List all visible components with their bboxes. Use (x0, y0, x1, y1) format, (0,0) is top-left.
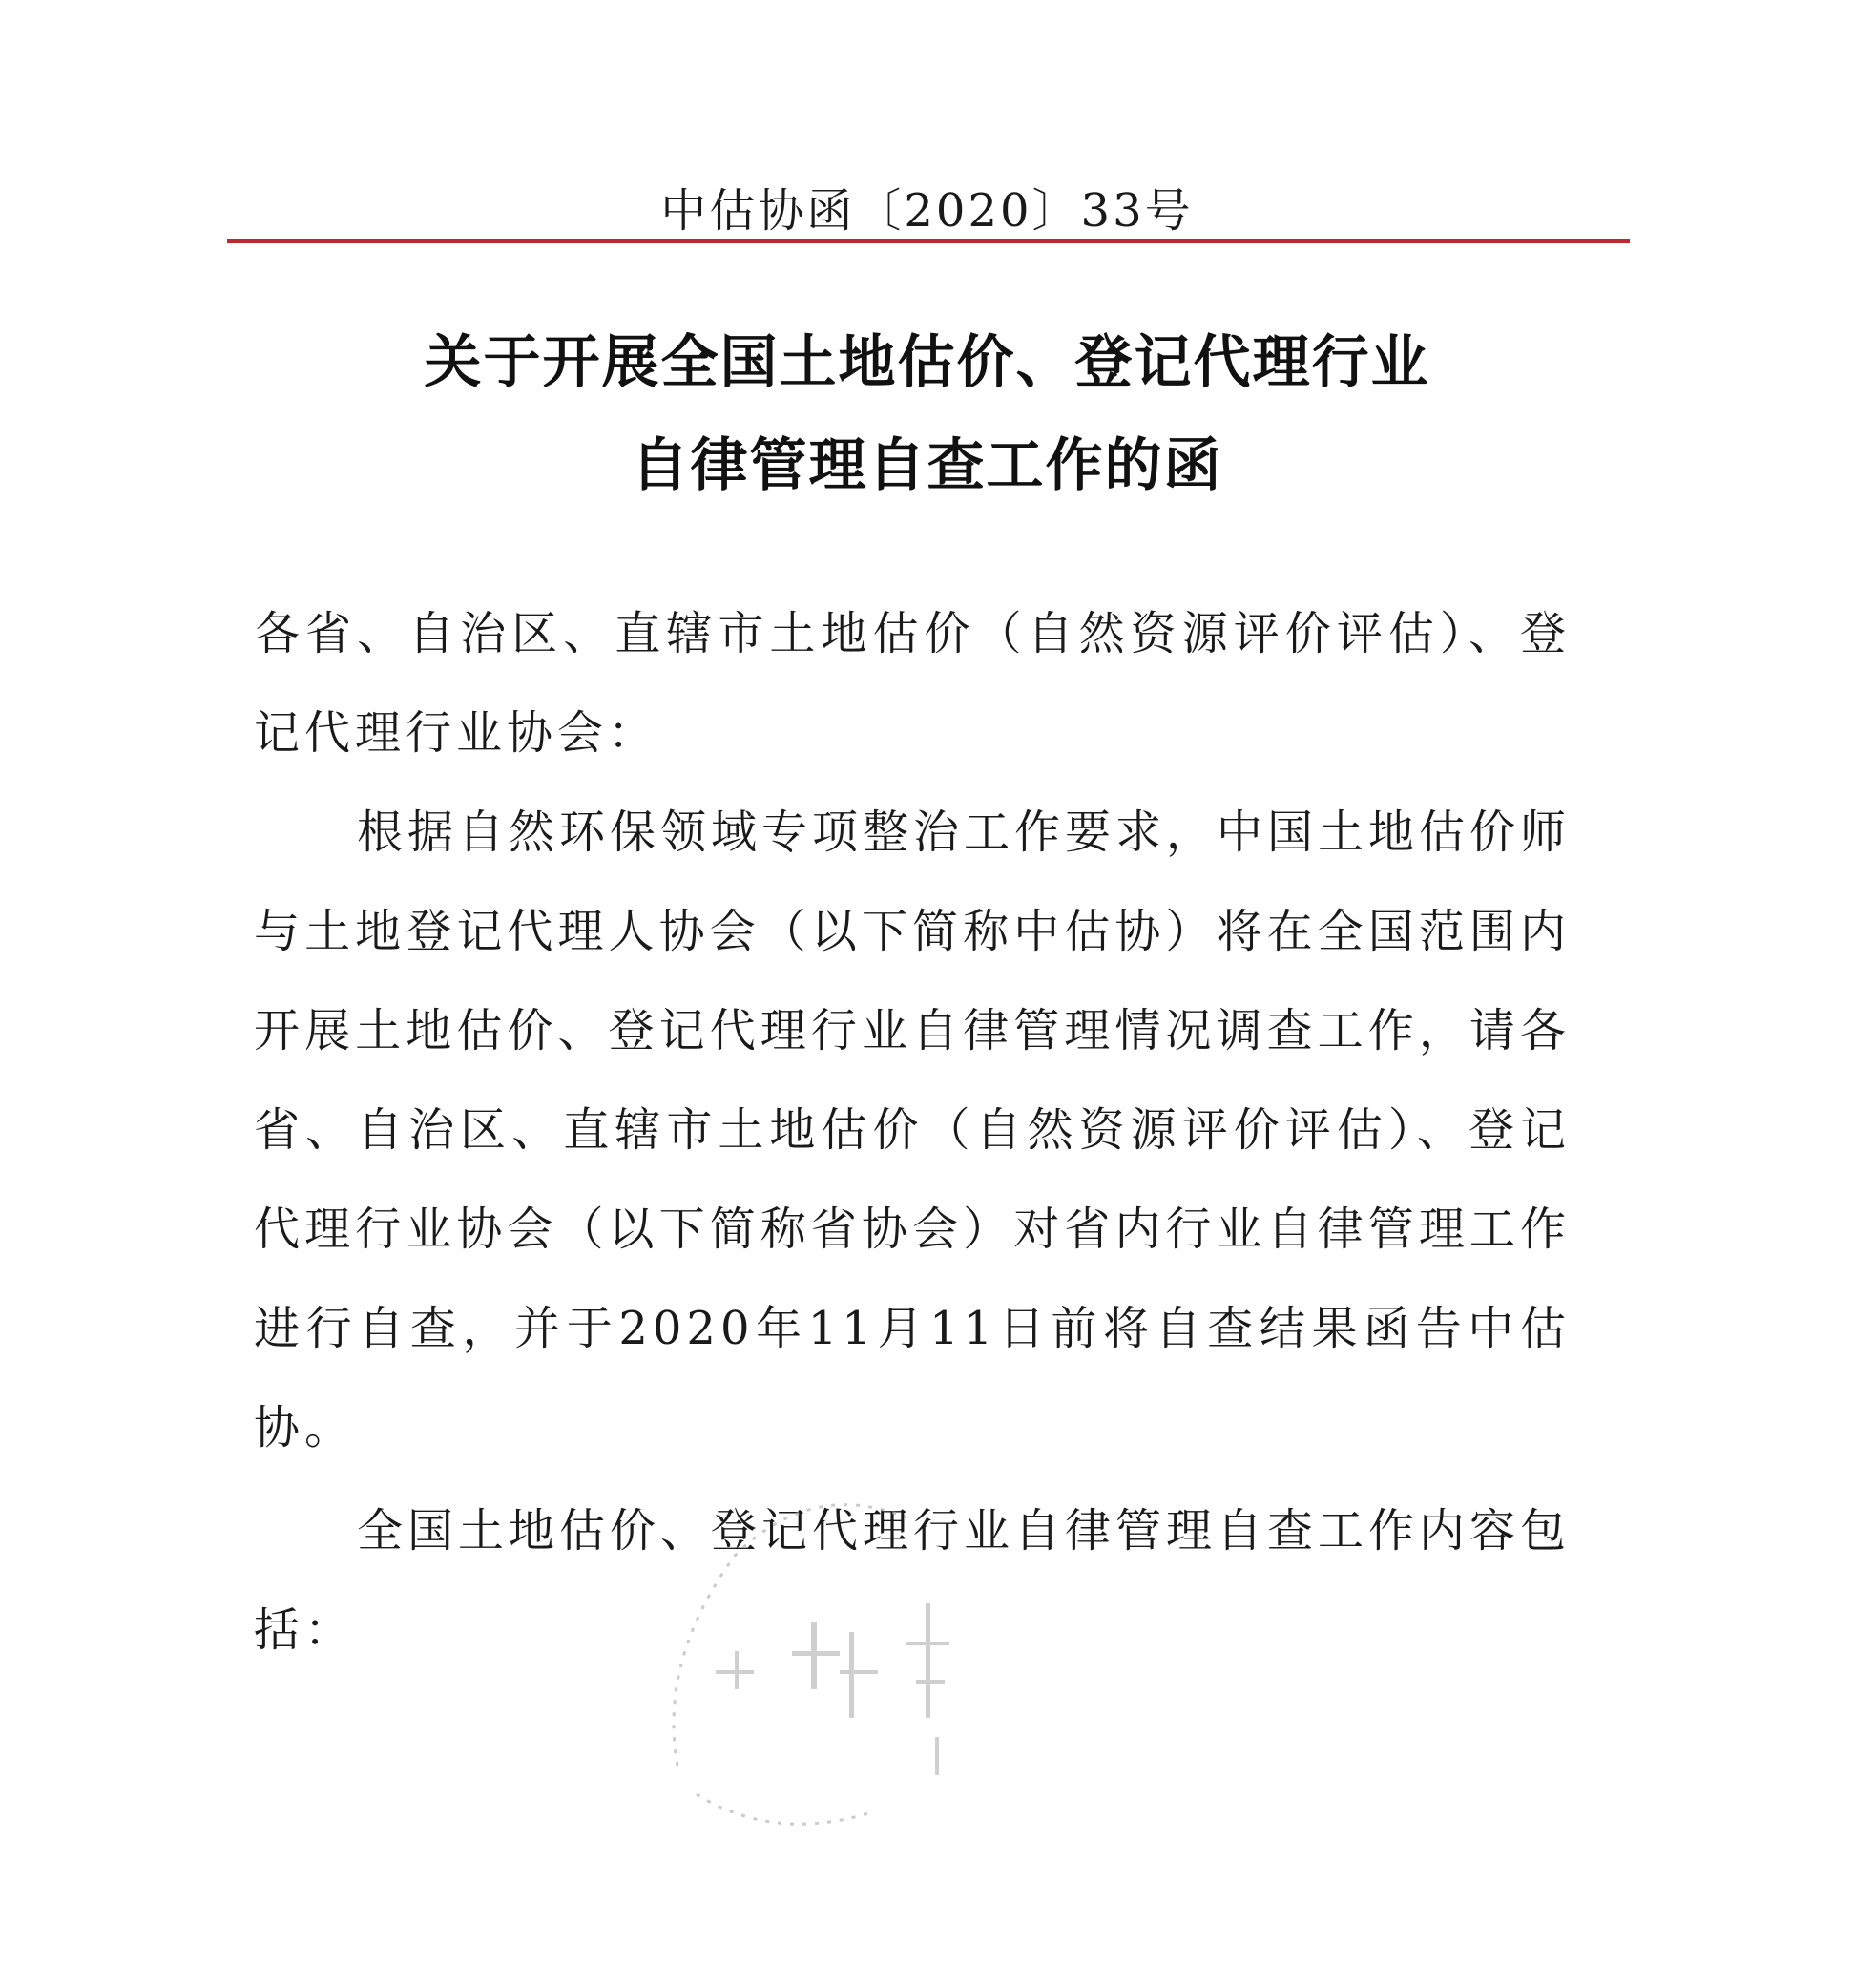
title-line-1: 关于开展全国土地估价、登记代理行业 (424, 329, 1430, 396)
title-line-2: 自律管理自查工作的函 (631, 432, 1223, 499)
document-number: 中估协函〔2020〕33号 (660, 184, 1194, 238)
salutation-text: 各省、自治区、直辖市土地估价（自然资源评价评估）、登记代理行业协会： (254, 607, 1571, 760)
body-paragraph-2 (254, 1481, 1571, 1680)
paragraph-2-text: 全国土地估价、登记代理行业自律管理自查工作内容包括： (254, 1504, 1572, 1657)
red-header-rule (227, 239, 1630, 243)
body-paragraph-1 (254, 783, 1571, 1477)
salutation (254, 584, 1571, 783)
paragraph-1-text: 根据自然环保领域专项整治工作要求，中国土地估价师与土地登记代理人协会（以下简称中估协）将在全国范围内开展土地估价、登记代理行业自律管理情况调查工作，请各省、自治区、直辖市土地估价（自然资源评价评估）、登记代理行业协会（以下简称省协会）对省内行业自律管理工作进行自查，并于2020年11月11日前将自查结果函告中估协。 (254, 806, 1572, 1454)
